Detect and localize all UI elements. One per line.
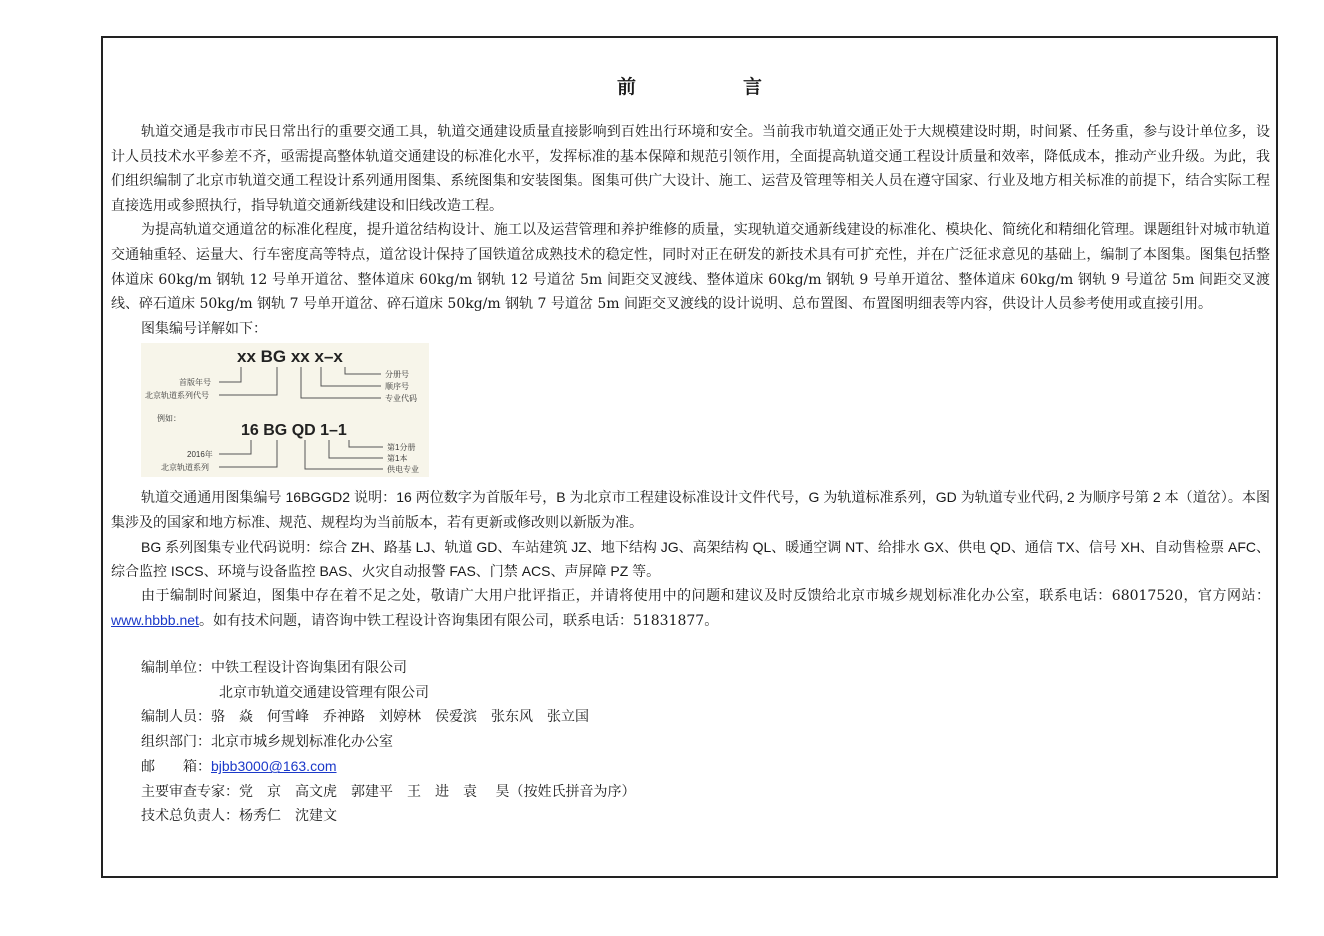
credit-unit: 编制单位：中铁工程设计咨询集团有限公司 — [141, 659, 407, 676]
credit-unit-2: 北京市轨道交通建设管理有限公司 — [219, 684, 429, 701]
preface-body — [111, 120, 1270, 829]
diagram-code: xx BG xx x–x — [237, 347, 343, 367]
credit-staff: 编制人员：骆 焱 何雪峰 乔神路 刘婷林 侯爱滨 张东风 张立国 — [141, 709, 589, 726]
credit-dept: 组织部门：北京市城乡规划标准化办公室 — [141, 733, 393, 750]
paragraph-code-explain: 轨道交通通用图集编号 16BGGD2 说明：16 两位数字为首版年号，B 为北京市工程建设标准设计文件代号，G 为轨道标准系列，GD 为轨道专业代码, 2 为顺序号第 2 本（道岔）。本图集涉及的国家和地方标准、规范、规程均为当前版本，若有更新或修改则以新版为准。 — [111, 489, 1270, 530]
example-year: 2016年 — [187, 450, 213, 460]
credit-tech-lead: 技术总负责人：杨秀仁 沈建文 — [141, 808, 337, 825]
code-diagram — [141, 343, 429, 477]
credit-email: 邮 箱：bjbb3000@163.com — [141, 758, 337, 776]
feedback-text: 由于编制时间紧迫，图集中存在着不足之处，敬请广大用户批评指正，并请将使用中的问题和建议及时反馈给北京市城乡规划标准化办公室，联系电话：68017520，官方网站： — [141, 587, 1270, 604]
example-sequence: 第1本 — [387, 454, 408, 464]
example-volume: 第1分册 — [387, 443, 416, 453]
paragraph-code-heading: 图集编号详解如下： — [141, 320, 267, 337]
page-title: 前 言 — [616, 76, 806, 98]
example-label: 例如： — [157, 414, 181, 424]
credits — [111, 656, 1270, 829]
feedback-text-tail: 。如有技术问题，请咨询中铁工程设计咨询集团有限公司，联系电话：51831877。 — [198, 613, 719, 630]
label-volume: 分册号 — [385, 370, 409, 380]
page-frame — [101, 36, 1278, 878]
label-sequence: 顺序号 — [385, 382, 409, 392]
paragraph-intro: 轨道交通是我市市民日常出行的重要交通工具，轨道交通建设质量直接影响到百姓出行环境和安全。当前我市轨道交通正处于大规模建设时期，时间紧、任务重，参与设计单位多，设计人员技术水平参差不齐，亟需提高整体轨道交通建设的标准化水平，发挥标准的基本保障和规范引领作用，全面提高轨道交通工程设计质量和效率，降低成本，推动产业升级。为此，我们组织编制了北京市轨道交通工程设计系列通用图集、系统图集和安装图集。图集可供广大设计、施工、运营及管理等相关人员在遵守国家、行业及地方相关标准的前提下，结合实际工程直接选用或参照执行，指导轨道交通新线建设和旧线改造工程。 — [111, 124, 1270, 214]
paragraph-scope: 为提高轨道交通道岔的标准化程度，提升道岔结构设计、施工以及运营管理和养护维修的质量，实现轨道交通新线建设的标准化、模块化、简统化和精细化管理。课题组针对城市轨道交通轴重轻、运量大、行车密度高等特点，道岔设计保持了国铁道岔成熟技术的稳定性，同时对正在研发的新技术具有可扩充性，并在广泛征求意见的基础上，编制了本图集。图集包括整体道床 60kg/m 钢轨 12 号单开道岔、整体道床 60kg/m 钢轨 12 号道岔 5m 间距交叉渡线、整体道床 60kg/m 钢轨 9 号单开道岔、整体道床 60kg/m 钢轨 9 号道岔 5m 间距交叉渡线、碎石道床 50kg/m 钢轨 7 号单开道岔、碎石道床 50kg/m 钢轨 7 号道岔 5m 间距交叉渡线的设计说明、总布置图、布置图明细表等内容，供设计人员参考使用或直接引用。 — [111, 222, 1270, 313]
paragraph-feedback — [111, 584, 1270, 634]
paragraph-major-codes: BG 系列图集专业代码说明：综合 ZH、路基 LJ、轨道 GD、车站建筑 JZ、地下结构 JG、高架结构 QL、暖通空调 NT、给排水 GX、供电 QD、通信 TX、信号 XH、自动售检票 AFC、综合监控 ISCS、环境与设备监控 BAS、火灾自动报警 FAS、门禁 ACS、声屏障 PZ 等。 — [111, 538, 1270, 580]
example-major: 供电专业 — [387, 465, 419, 475]
website-link[interactable]: www.hbbb.net — [111, 612, 199, 629]
example-series: 北京轨道系列 — [161, 463, 209, 473]
label-first-year: 首版年号 — [179, 378, 211, 388]
label-major-code: 专业代码 — [385, 394, 417, 404]
example-code: 16 BG QD 1–1 — [241, 422, 347, 440]
credit-experts: 主要审查专家：党 京 高文虎 郭建平 王 进 袁 昊（按姓氏拼音为序） — [141, 783, 636, 800]
label-series-code: 北京轨道系列代号 — [145, 391, 209, 401]
email-link[interactable]: bjbb3000@163.com — [211, 758, 337, 775]
